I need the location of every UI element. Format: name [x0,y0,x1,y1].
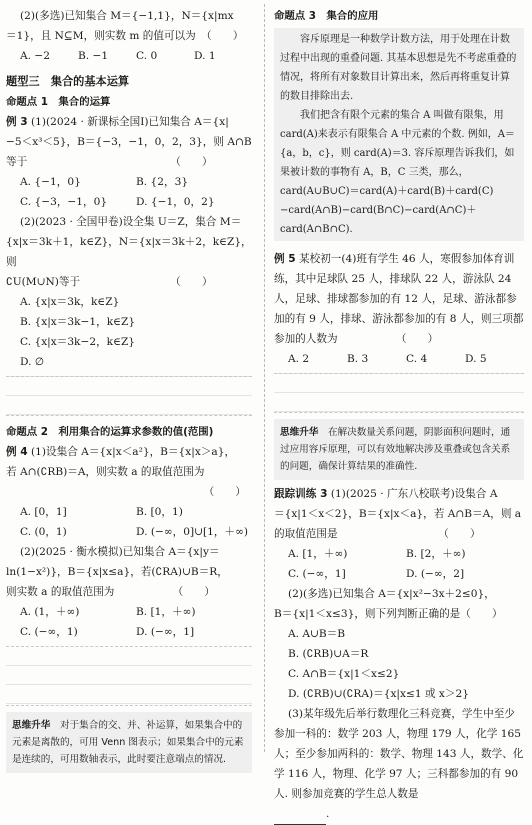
option-c[interactable]: C. {−3，−1，0} [20,196,108,208]
topic-title: 命题点 3 集合的应用 [274,10,379,22]
option-list [6,46,252,66]
tip-box [274,419,524,480]
option-list [274,544,524,584]
option-a[interactable]: A. (1，＋∞) [20,606,80,618]
option-b[interactable]: B. {2，3} [136,176,189,188]
option-list [274,624,524,704]
option-b[interactable]: B. {x|x＝3k−1，k∈Z} [20,316,136,328]
example-label: 例 3 [6,116,28,128]
question-line: ＝{x|1＜x＜2}，B＝{x|x＜a}，若 A∩B＝A，则 a [274,508,522,520]
option-a[interactable]: A. [0，1] [20,506,67,518]
question-line: 若 A∩(∁RB)＝A，则实数 a 的取值范围为 [6,466,205,478]
practice-label: 跟踪训练 3 [274,488,328,500]
answer-blank[interactable] [274,804,326,825]
info-box [274,28,524,241]
tip-title: 思维升华 [12,720,51,731]
option-c[interactable]: C. (0，1) [20,526,67,538]
question-line: ∁U(M∪N)等于 （ ） [6,276,213,288]
option-c[interactable]: C. (−∞，1) [20,626,78,638]
info-paragraph: 我们把含有限个元素的集合 A 叫做有限集，用 card(A)来表示有限集合 A 中元素的个数. 例如，A＝{a，b，c}，则 card(A)＝3. 容斥原理告诉我们，如果被计数的事物有 A，B，C 三类，那么，card(A∪B∪C)＝card(A)＋card(B)＋card(C)−card(A∩B)−card(B∩C)−card(A∩C)＋card(A∩B∩C). [280,110,515,235]
option-b[interactable]: B. 3 [347,353,369,365]
question-line: ln(1−x²)}，B＝{x|x≤a}，若(∁RA)∪B＝R， [6,566,228,578]
option-list [6,172,252,212]
tip-text: 对于集合的交、并、补运算，如果集合中的元素是离散的，可用 Venn 图表示；如果集合中的元素是连续的，可用数轴表示，此时要注意端点的情况. [12,720,244,765]
topic-title: 命题点 1 集合的运算 [6,96,111,108]
right-column: 命题点 3 集合的应用 容斥原理是一种数学计数方法，用于处理在计数过程中出现的重叠问题. 其基本思想是先不考虑重叠的情况，将所有对象数目计算出来，然后再将重复计算的数目排除出去. 我们把含有限个元素的集合 A 叫做有限集，用 card(A)来表示有限集合 A 中元素的个数. 例如，A＝{a，b，c}，则 card(A)＝3. 容斥原理告诉我们，如果被计数的事物有 A，B，C 三类，那么，card(A∪B∪C)＝card(A)＋card(B)＋card(C)−card(A∩B)−card(B∩C)−card(A∩C)＋card(A∩B∩C). 例 5 某校初一(4)班有学生 46 人，寒假参加体育训练，其中足球队 25 人，排球队 22 人，游泳队 24 人，足球、排球都参加的有 12 人，足球、游泳都参加的有 9 人，排球、游泳都参加的有 8 人，则三项都参加的人数为 （ ） A. 2 B. 3 C. 4 D. 5 思维升华 在解决数量关系问题，阴影面积问题时，通过应用容斥原理，可以有效地解决涉及重叠或包含关系的问题，确保计算结果的准确性. 跟踪训练 3 (1)(2025 · 广东八校联考)设集合 A ＝{x|1＜x＜2}，B＝{x|x＜a}，若 A∩B＝A，则 a 的取值范围是 （ ） A. [1，＋∞) B. [2，＋∞) C. (−∞，1] D. (−∞，2] (2)(多选)已知集合 A＝{x|x²−3x＋2≤0}， B＝{x|1＜x≤3}，则下列判断正确的是（ ） A. A∪B＝B B. (∁RB)∪A＝R C. A∩B＝{x|1＜x≤2} D. (∁RB)∪(∁RA)＝{x|x≤1 或 x＞2} (3)某年级先后举行数理化三科竞赛，学生中至少参加一科的：数学 203 人，物理 179 人，化学 165 人；至少参加两科的：数学、物理 143 人，数学、化学 116 人，物理、化学 97 人；三科都参加的有 90 人. 则参加竞赛的学生总人数是 . [274,6,524,825]
left-column [6,6,252,773]
question-line: 则实数 a 的取值范围为 （ ） [6,586,216,598]
question-line: ＝1}，且 N⊆M，则实数 m 的值可以为 （ ） [6,30,244,42]
question-text: (3)某年级先后举行数理化三科竞赛，学生中至少参加一科的：数学 203 人，物理 179 人，化学 165 人；至少参加两科的：数学、物理 143 人，数学、化学 116 人，物理、化学 97 人；三科都参加的有 90 人. 则参加竞赛的学生总人数是 [274,708,524,800]
question-line: B＝{x|1＜x≤3}，则下列判断正确的是（ ） [274,608,503,620]
option-b[interactable]: B. (∁RB)∪A＝R [288,648,369,660]
option-d[interactable]: D. (∁RB)∪(∁RA)＝{x|x≤1 或 x＞2} [288,688,469,700]
option-b[interactable]: B. [0，1) [136,506,183,518]
section-title: 题型三 集合的基本运算 [6,75,130,88]
answer-lines[interactable] [6,646,252,706]
option-list [6,602,252,642]
option-c[interactable]: C. 0 [136,50,158,62]
option-d[interactable]: D. {−1，0，2} [136,196,215,208]
option-c[interactable]: C. 4 [406,353,428,365]
option-b[interactable]: B. [2，＋∞) [406,548,466,560]
question-line: 的取值范围是 （ ） [274,528,481,540]
question-line: 等于 （ ） [6,156,213,168]
tip-box [6,712,252,773]
info-paragraph: 容斥原理是一种数学计数方法，用于处理在计数过程中出现的重叠问题. 其基本思想是先不考虑重叠的情况，将所有对象数目计算出来，然后再将重复计算的数目排除出去. [280,34,517,102]
question-line: (2)(多选)已知集合 M＝{−1,1}，N＝{x|mx [20,10,234,22]
option-a[interactable]: A. {x|x＝3k，k∈Z} [20,296,120,308]
question-line: (2)(2023 · 全国甲卷)设全集 U＝Z，集合 M＝ [20,216,242,228]
tip-text: 在解决数量关系问题，阴影面积问题时，通过应用容斥原理，可以有效地解决涉及重叠或包含关系的问题，确保计算结果的准确性. [280,427,511,472]
option-d[interactable]: D. (−∞，0]∪[1，＋∞) [136,526,249,538]
option-a[interactable]: A. A∪B＝B [288,628,346,640]
question-line: {x|x＝3k＋1，k∈Z}，N＝{x|x＝3k＋2，k∈Z}，则 [6,236,252,268]
answer-lines[interactable] [274,373,524,413]
option-d[interactable]: D. (−∞，2] [406,568,465,580]
question-line: (1)(2025 · 广东八校联考)设集合 A [330,488,498,500]
option-d[interactable]: D. 1 [194,50,216,62]
example-label: 例 4 [6,446,28,458]
option-list [6,292,252,372]
question-line: (1)(2024 · 新课标全国Ⅰ)已知集合 A＝{x| [31,116,229,128]
option-a[interactable]: A. [1，＋∞) [288,548,348,560]
option-d[interactable]: D. (−∞，1] [136,626,195,638]
question-line: (1)设集合 A＝{x|x＜a²}，B＝{x|x＞a}， [31,446,236,458]
answer-lines[interactable] [6,376,252,416]
question-line: (2)(多选)已知集合 A＝{x|x²−3x＋2≤0}， [288,588,495,600]
option-a[interactable]: A. 2 [288,353,310,365]
question-line: −5＜x³＜5}，B＝{−3，−1，0，2，3}，则 A∩B [6,136,252,148]
option-c[interactable]: C. (−∞，1] [288,568,346,580]
column-divider [264,4,265,752]
question-text: 某校初一(4)班有学生 46 人，寒假参加体育训练，其中足球队 25 人，排球队 22 人，游泳队 24 人，足球、排球都参加的有 12 人，足球、游泳都参加的有 9 人，排球、游泳都参加的有 8 人，则三项都参加的人数为 （ ） [274,253,524,345]
example-label: 例 5 [274,253,296,265]
option-b[interactable]: B. −1 [78,50,109,62]
option-list [274,349,524,369]
option-a[interactable]: A. −2 [20,50,51,62]
option-c[interactable]: C. A∩B＝{x|1＜x≤2} [288,668,400,680]
option-d[interactable]: D. ∅ [20,356,45,368]
question-line: (2)(2025 · 衡水模拟)已知集合 A＝{x|y＝ [20,546,220,558]
option-d[interactable]: D. 5 [465,353,487,365]
option-b[interactable]: B. [1，＋∞) [136,606,196,618]
tip-title: 思维升华 [280,427,319,438]
topic-title: 命题点 2 利用集合的运算求参数的值(范围) [6,426,214,438]
option-a[interactable]: A. {−1，0} [20,176,81,188]
question-line: （ ） [203,486,246,498]
option-list [6,502,252,542]
option-c[interactable]: C. {x|x＝3k−2，k∈Z} [20,336,136,348]
